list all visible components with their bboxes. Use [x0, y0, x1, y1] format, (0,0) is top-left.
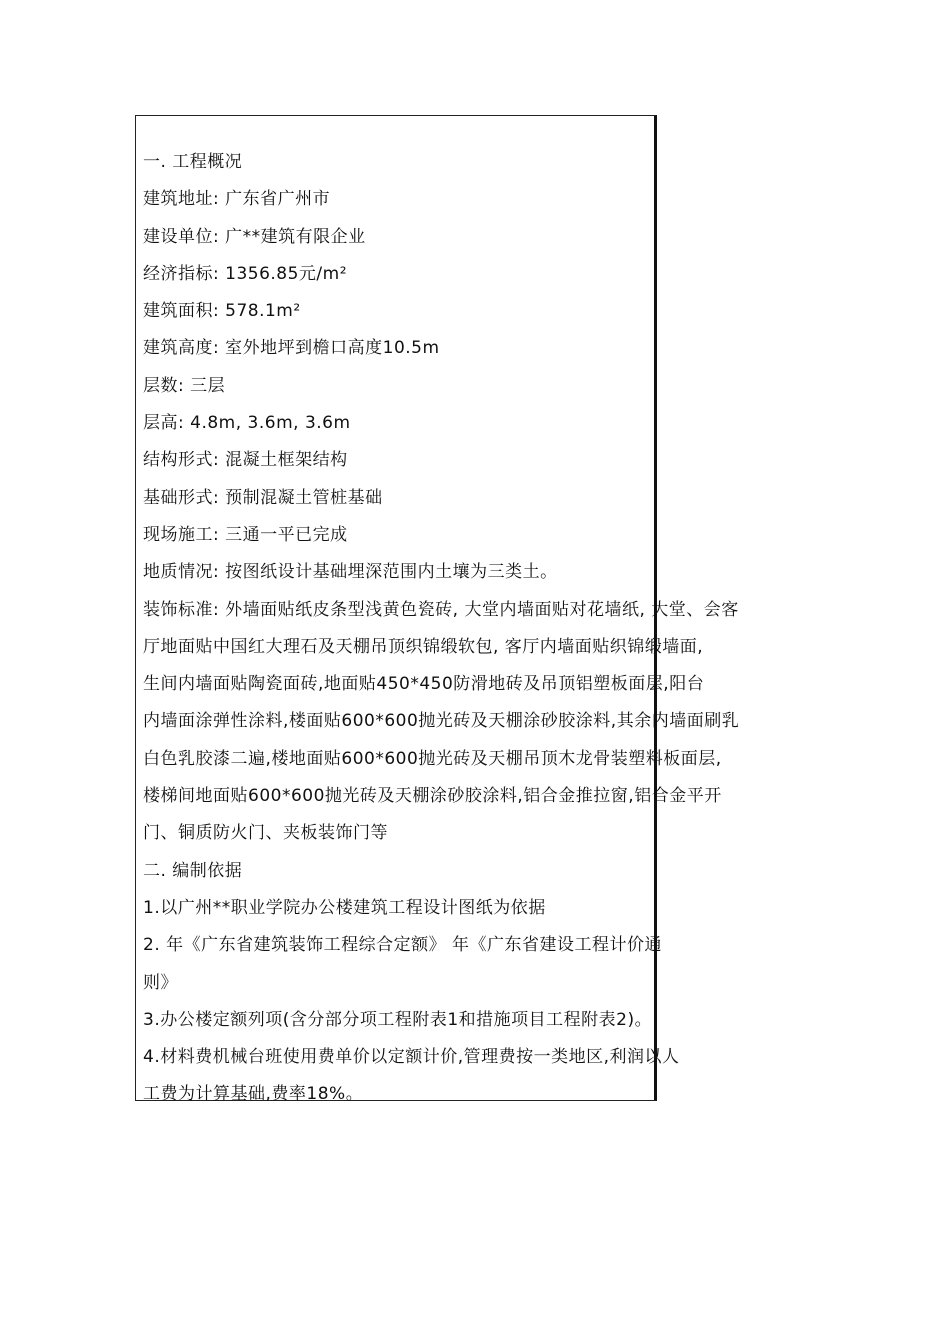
basis-item-4: 4.材料费机械台班使用费单价以定额计价,管理费按一类地区,利润以人 [143, 1047, 680, 1068]
decoration-standard-line-7: 门、铜质防火门、夹板装饰门等 [143, 823, 388, 844]
economic-index: 经济指标: 1356.85元/m² [143, 263, 348, 284]
decoration-standard-line-4: 内墙面涂弹性涂料,楼面贴600*600抛光砖及天棚涂砂胶涂料,其余内墙面刷乳 [143, 711, 740, 732]
building-height: 建筑高度: 室外地坪到檐口高度10.5m [143, 338, 440, 359]
decoration-standard-line-6: 楼梯间地面贴600*600抛光砖及天棚涂砂胶涂料,铝合金推拉窗,铝合金平开 [143, 786, 722, 807]
decoration-standard-line-3: 生间内墙面贴陶瓷面砖,地面贴450*450防滑地砖及吊顶铝塑板面层,阳台 [143, 674, 705, 695]
decoration-standard-line-1: 装饰标准: 外墙面贴纸皮条型浅黄色瓷砖, 大堂内墙面贴对花墙纸, 大堂、会客 [143, 599, 739, 620]
building-address: 建筑地址: 广东省广州市 [143, 189, 331, 210]
basis-item-1: 1.以广州**职业学院办公楼建筑工程设计图纸为依据 [143, 897, 546, 918]
basis-item-2: 2. 年《广东省建筑装饰工程综合定额》 年《广东省建设工程计价通 [143, 935, 663, 956]
section-heading-overview: 一. 工程概况 [143, 152, 243, 172]
geology: 地质情况: 按图纸设计基础埋深范围内土壤为三类土。 [143, 562, 558, 583]
decoration-standard-line-5: 白色乳胶漆二遍,楼地面贴600*600抛光砖及天棚吊顶木龙骨装塑料板面层, [143, 748, 722, 769]
section-heading-basis: 二. 编制依据 [143, 860, 243, 881]
basis-item-4-cont: 工费为计算基础,费率18%。 [143, 1084, 364, 1105]
basis-item-3: 3.办公楼定额列项(含分部分项工程附表1和措施项目工程附表2)。 [143, 1009, 653, 1030]
structure-type: 结构形式: 混凝土框架结构 [143, 450, 348, 471]
decoration-standard-line-2: 厅地面贴中国红大理石及天棚吊顶织锦缎软包, 客厅内墙面贴织锦缎墙面, [143, 636, 704, 657]
basis-item-2-cont: 则》 [143, 972, 178, 993]
building-area: 建筑面积: 578.1m² [143, 301, 301, 322]
construction-unit: 建设单位: 广**建筑有限企业 [143, 226, 366, 247]
foundation-type: 基础形式: 预制混凝土管桩基础 [143, 487, 383, 508]
site-construction: 现场施工: 三通一平已完成 [143, 524, 348, 545]
document-body [143, 146, 943, 1116]
floor-count: 层数: 三层 [143, 375, 226, 396]
floor-height: 层高: 4.8m, 3.6m, 3.6m [143, 413, 351, 434]
